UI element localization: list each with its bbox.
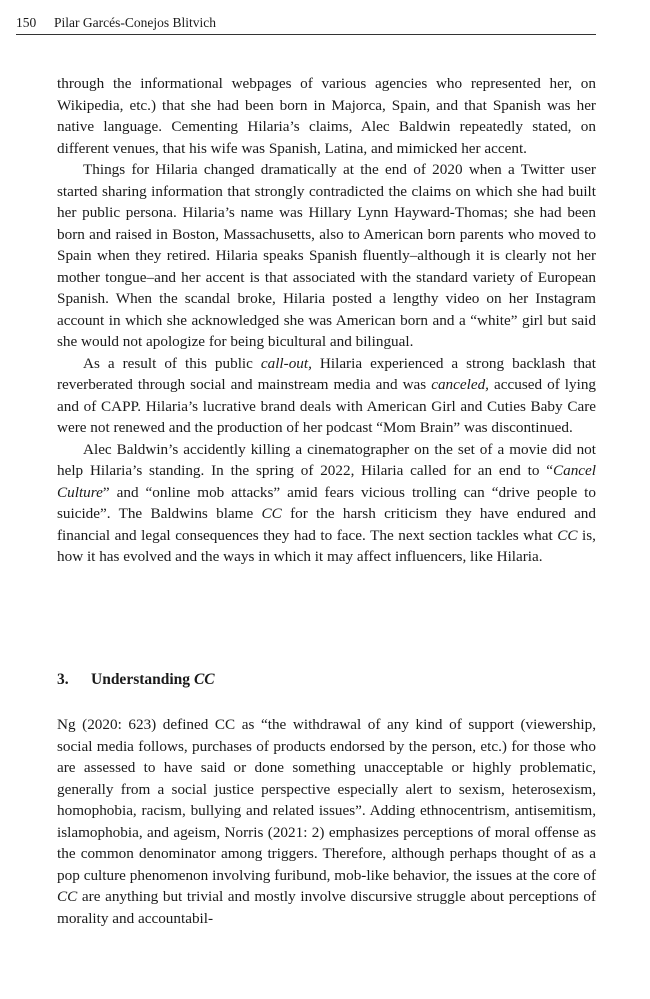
paragraph [57, 353, 596, 439]
text-run: is, how it has evolved and the ways in which it may affect influencers, like Hilaria. [57, 526, 596, 565]
text-run: As a result of this public [83, 354, 261, 372]
italic-text: CC [57, 888, 78, 905]
text-run: Hilaria experienced a strong backlash that reverberated through social and mainstream media and was [57, 354, 597, 393]
text-run: through the informational webpages of various agencies who represented her, on Wikipedia, etc.) that she had been born in Majorca, Spain, and that Spanish was her native language. Cementing Hilaria’s claims, Alec Baldwin repeatedly stated, on different venues, that his wife was Spanish, Latina, and mimicked her accent. [57, 75, 596, 157]
italic-text: call-out, [260, 354, 312, 372]
text-run: Ng (2020: 623) defined CC as “the withdrawal of any kind of support (viewership, social media follows, purchases of products endorsed by the person, etc.) for those who are assessed to have said or done something unacceptable or highly problematic, generally from a social justice perspective especially alert to sexism, heterosexism, homophobia, racism, bullying and related issues”. Adding ethnocentrism, antisemitism, islamophobia, and ageism, Norris (2021: 2) emphasizes perceptions of moral offense as the common denominator among triggers. Therefore, although perhaps thought of as a pop culture phenomenon involving furibund, mob-like behavior, the issues at the core of [57, 716, 596, 884]
italic-text: Cancel Culture [57, 462, 596, 501]
section-heading [57, 671, 596, 689]
italic-text: CC [557, 526, 578, 544]
text-run: Alec Baldwin’s accidently killing a cinematographer on the set of a movie did not help Hilaria’s standing. In the spring of 2022, Hilaria called for an end to “ [57, 440, 596, 479]
text-run: ” and “online mob attacks” amid fears vicious trolling can “drive people to suicide”. The Baldwins blame [57, 483, 596, 522]
text-run: are anything but trivial and mostly involve discursive struggle about perceptions of morality and accountabil- [57, 888, 596, 927]
section-title-italic: CC [193, 671, 215, 688]
italic-text: canceled, [431, 376, 489, 393]
running-head-author: Pilar Garcés-Conejos Blitvich [54, 15, 216, 30]
section-text [57, 714, 596, 929]
body-text [57, 73, 596, 568]
italic-text: CC [261, 505, 282, 522]
paragraph [57, 159, 596, 353]
text-run: Things for Hilaria changed dramatically at the end of 2020 when a Twitter user started sharing information that strongly contradicted the claims on which she had built her public persona. Hilaria’s name was Hillary Lynn Hayward-Thomas; she had been born and raised in Boston, Massachusetts, also to American born parents who moved to Spain when they retired. Hilaria speaks Spanish fluently–although it is clearly not her mother tongue–and her accent is that associated with the standard variety of European Spanish. When the scandal broke, Hilaria posted a lengthy video on her Instagram account in which she acknowledged she was American born and a “white” girl but said she would not apologize for being bicultural and bilingual. [57, 161, 596, 350]
section-number: 3. [57, 671, 69, 688]
section-title: Understanding [91, 671, 191, 688]
paragraph [57, 714, 596, 929]
text-run: accused of lying and of CAPP. Hilaria’s lucrative brand deals with American Girl and Cuties Baby Care were not renewed and the production of her podcast “Mom Brain” was discontinued. [57, 376, 597, 436]
paragraph [57, 73, 596, 159]
paragraph [57, 439, 596, 568]
text-run: for the harsh criticism they have endured and financial and legal consequences they had to face. The next section tackles what [57, 505, 596, 544]
running-head [16, 15, 596, 35]
page-number: 150 [16, 15, 37, 30]
